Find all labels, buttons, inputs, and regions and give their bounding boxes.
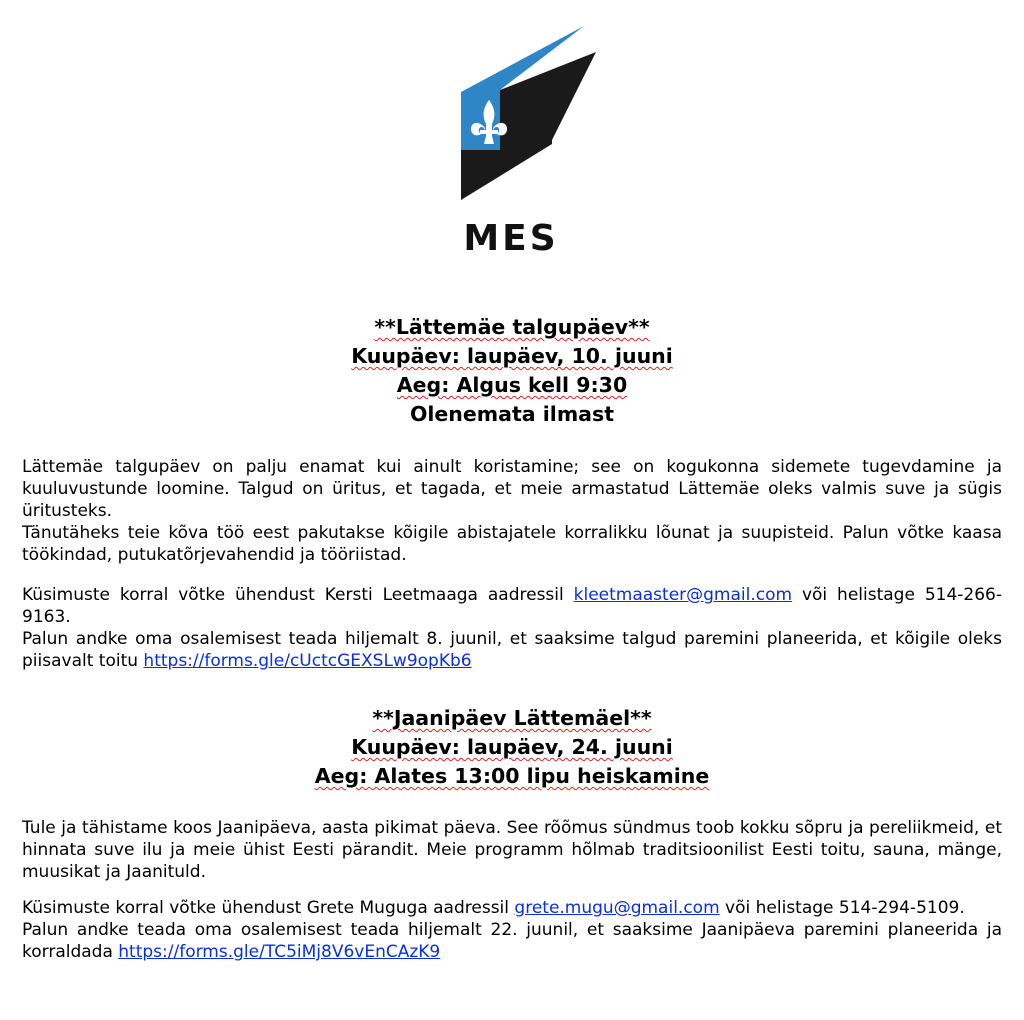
event1-date: Kuupäev: laupäev, 10. juuni bbox=[351, 344, 673, 368]
event2-heading bbox=[0, 704, 1024, 791]
event2-date: Kuupäev: laupäev, 24. juuni bbox=[351, 735, 673, 759]
event2-contact bbox=[22, 897, 1002, 963]
event2-description bbox=[22, 817, 1002, 883]
event1-description bbox=[22, 456, 1002, 566]
event1-paragraph-1: Lättemäe talgupäev on palju enamat kui ainult koristamine; see on kogukonna sidemete tugevdamine ja kuuluvustunde loomine. Talgud on üritus, et tagada, et meie armastatud Lättemäe oleks valmis suve ja sügis üritusteks. bbox=[22, 457, 1002, 521]
event1-time: Aeg: Algus kell 9:30 bbox=[396, 373, 628, 397]
event2-title: **Jaanipäev Lättemäel** bbox=[372, 706, 652, 730]
event1-paragraph-2: Tänutäheks teie kõva töö eest pakutakse kõigile abistajatele korralikku lõunat ja suupisteid. Palun võtke kaasa töökindad, putukatõrjevahendid ja tööriistad. bbox=[22, 523, 1002, 565]
mes-emblem-icon bbox=[456, 22, 602, 222]
event1-title: **Lättemäe talgupäev** bbox=[374, 315, 650, 339]
event1-contact-text: Küsimuste korral võtke ühendust Kersti Leetmaaga aadressil bbox=[22, 585, 574, 605]
event1-email-link[interactable]: kleetmaaster@gmail.com bbox=[573, 585, 793, 605]
event1-heading bbox=[0, 313, 1024, 429]
event2-rsvp-link[interactable]: https://forms.gle/TC5iMj8V6vEnCAzK9 bbox=[118, 942, 441, 962]
event1-rsvp-text: Palun andke oma osalemisest teada hiljemalt 8. juunil, et saaksime talgud paremini planeerida, et kõigile oleks piisavalt toitu bbox=[22, 629, 1002, 671]
event1-phone-text: või helistage 514-266-9163. bbox=[22, 585, 1002, 627]
logo-text: MES bbox=[463, 218, 559, 259]
event2-phone-text: või helistage 514-294-5109. bbox=[719, 898, 965, 918]
event2-contact-text: Küsimuste korral võtke ühendust Grete Muguga aadressil bbox=[22, 898, 515, 918]
event1-rsvp-link[interactable]: https://forms.gle/cUctcGEXSLw9opKb6 bbox=[143, 651, 472, 671]
event2-time: Aeg: Alates 13:00 lipu heiskamine bbox=[314, 764, 710, 788]
event2-paragraph-1: Tule ja tähistame koos Jaanipäeva, aasta pikimat päeva. See rõõmus sündmus toob kokku sõpru ja pereliikmeid, et hinnata suve ilu ja meie ühist Eesti pärandit. Meie programm hõlmab traditsioonilist Eesti toitu, sauna, mänge, muusikat ja Jaanituld. bbox=[22, 818, 1002, 882]
event2-email-link[interactable]: grete.mugu@gmail.com bbox=[514, 898, 720, 918]
event1-weather: Olenemata ilmast bbox=[409, 402, 615, 426]
mes-logo bbox=[456, 22, 602, 262]
event1-contact bbox=[22, 584, 1002, 672]
event2-rsvp-text: Palun andke teada oma osalemisest teada hiljemalt 22. juunil, et saaksime Jaanipäeva paremini planeerida ja korraldada bbox=[22, 920, 1002, 962]
